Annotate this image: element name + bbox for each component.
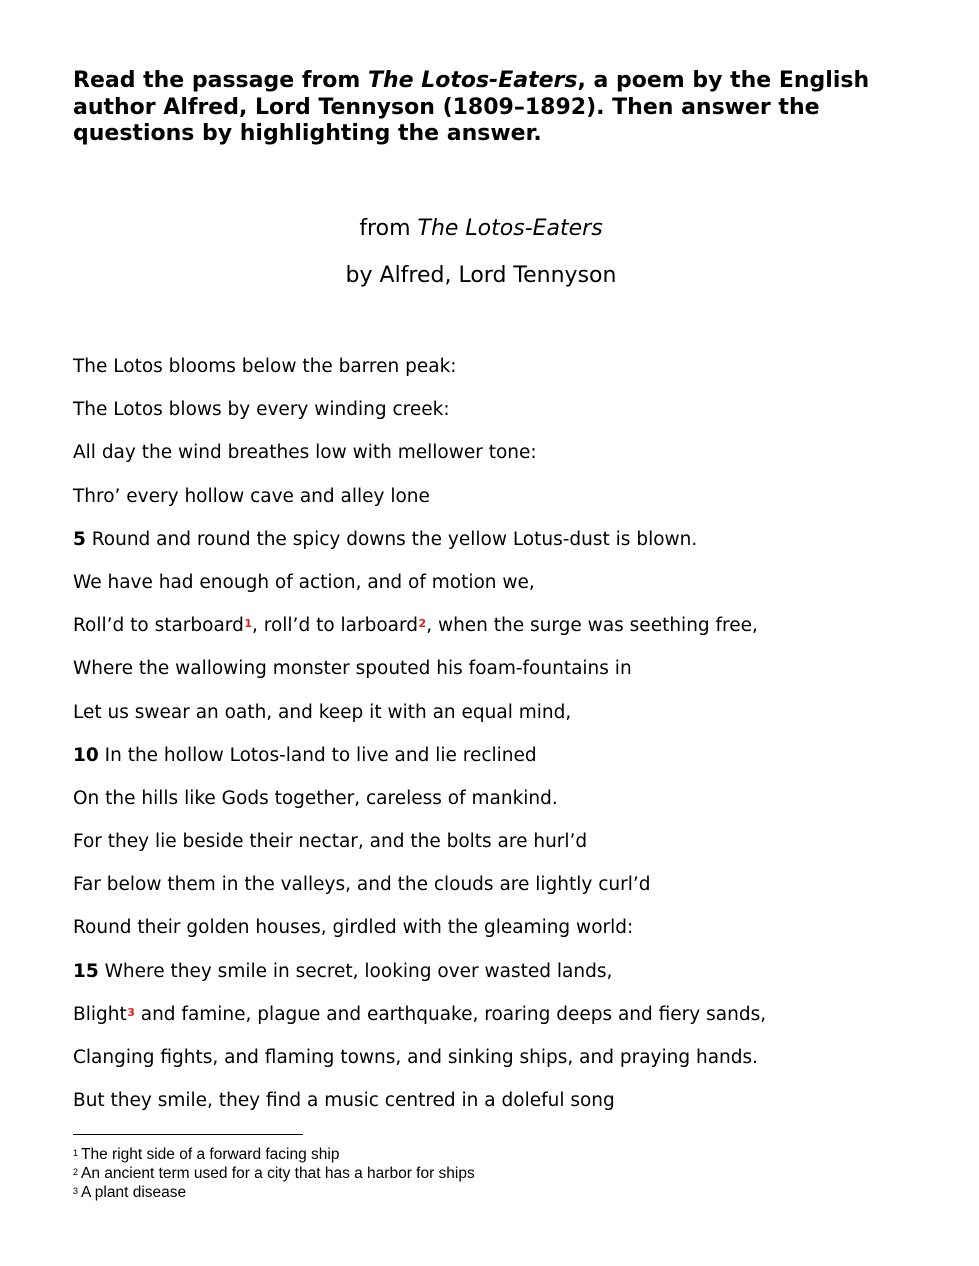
poem-line-3: All day the wind breathes low with mellower tone:: [73, 442, 537, 464]
poem-body: [73, 354, 933, 1131]
poem-line-18: But they smile, they find a music centred in a doleful song: [73, 1090, 615, 1112]
instructions-title: The Lotos-Eaters: [367, 68, 578, 93]
poem-title: [0, 216, 962, 242]
poem-line-16: [73, 1002, 933, 1045]
footnote-1-text: The right side of a forward facing ship: [81, 1146, 340, 1163]
poem-line-5-text: Round and round the spicy downs the yellow Lotus-dust is blown.: [85, 528, 698, 550]
instructions-part2: , a poem by the English author Alfred, Lord Tennyson (1809–1892). Then answer the questions by highlighting the answer.: [73, 68, 870, 146]
footnote-3-number: 3: [73, 1186, 79, 1196]
line-number-10: 10: [73, 744, 99, 766]
poem-title-italic: The Lotos-Eaters: [417, 216, 603, 241]
poem-line-15-text: Where they smile in secret, looking over wasted lands,: [98, 960, 613, 982]
poem-line-14: Round their golden houses, girdled with the gleaming world:: [73, 917, 634, 939]
poem-line-16-part-a: Blight: [73, 1003, 127, 1025]
footnote-1: [73, 1145, 475, 1164]
footnote-3-text: A plant disease: [81, 1184, 187, 1201]
poem-line-5: [73, 527, 933, 570]
poem-line-1: The Lotos blooms below the barren peak:: [73, 356, 457, 377]
poem-line-11: On the hills like Gods together, careless of mankind.: [73, 787, 558, 809]
poem-line-7-part-b: , roll’d to larboard: [252, 615, 419, 637]
instructions: [73, 68, 903, 148]
footnote-ref-3[interactable]: 3: [127, 1005, 135, 1019]
poem-line-6: We have had enough of action, and of motion we,: [73, 571, 535, 593]
poem-line-7-part-a: Roll’d to starboard: [73, 615, 244, 637]
footnote-2: [73, 1164, 475, 1183]
poem-line-10: [73, 743, 933, 786]
footnote-2-text: An ancient term used for a city that has a harbor for ships: [81, 1165, 475, 1182]
footnote-3: [73, 1183, 475, 1202]
footnotes: [73, 1145, 475, 1202]
poem-line-9: Let us swear an oath, and keep it with an equal mind,: [73, 701, 572, 723]
poem-line-17: Clanging fights, and flaming towns, and sinking ships, and praying hands.: [73, 1047, 759, 1068]
footnote-ref-2[interactable]: 2: [418, 617, 427, 631]
instructions-part1: Read the passage from: [73, 68, 368, 93]
poem-line-8: Where the wallowing monster spouted his foam-fountains in: [73, 658, 632, 680]
poem-line-4: Thro’ every hollow cave and alley lone: [73, 485, 430, 507]
poem-line-10-text: In the hollow Lotos-land to live and lie reclined: [98, 744, 537, 766]
footnote-separator: [73, 1134, 303, 1135]
line-number-15: 15: [73, 960, 99, 982]
poem-line-7-part-c: , when the surge was seething free,: [426, 615, 758, 637]
poem-line-13: Far below them in the valleys, and the clouds are lightly curl’d: [73, 874, 651, 896]
poem-line-2: The Lotos blows by every winding creek:: [73, 399, 450, 421]
poem-title-prefix: from: [359, 216, 418, 241]
poem-line-16-part-b: and famine, plague and earthquake, roaring deeps and fiery sands,: [134, 1003, 767, 1025]
footnote-1-number: 1: [73, 1148, 79, 1158]
line-number-5: 5: [73, 528, 86, 550]
poem-line-12: For they lie beside their nectar, and the bolts are hurl’d: [73, 831, 588, 853]
footnote-ref-1[interactable]: 1: [244, 617, 252, 631]
poem-byline: by Alfred, Lord Tennyson: [345, 263, 617, 288]
footnote-2-number: 2: [73, 1167, 79, 1177]
poem-line-15: [73, 959, 933, 1002]
poem-line-7: [73, 613, 933, 656]
